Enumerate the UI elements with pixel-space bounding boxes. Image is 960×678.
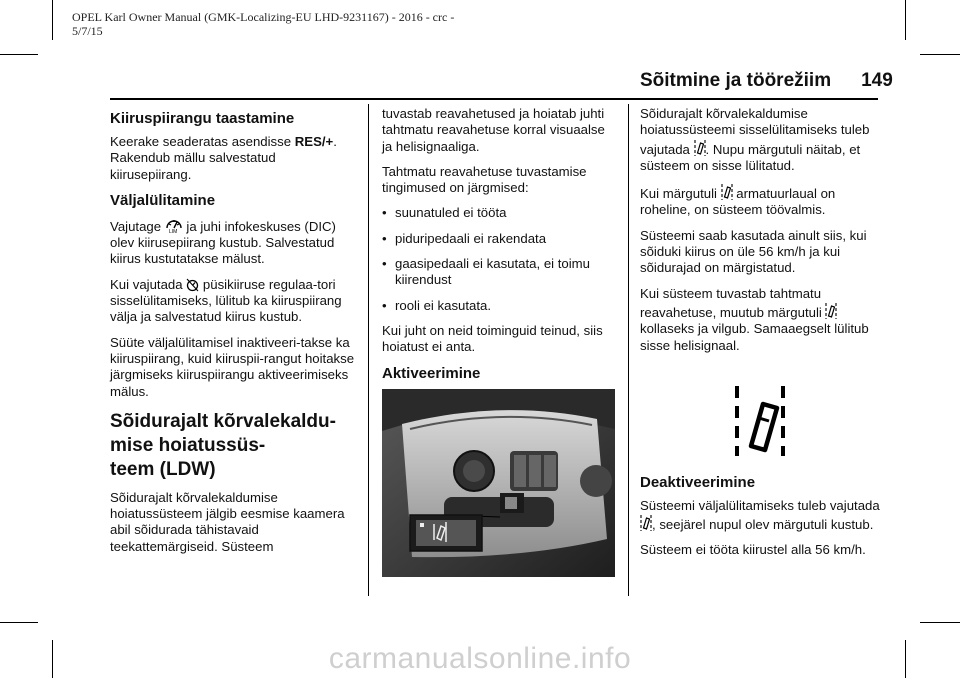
manual-header-line1: OPEL Karl Owner Manual (GMK-Localizing-EU LHD-9231167) - 2016 - crc - xyxy=(72,10,455,24)
paragraph-deact-2: Süsteem ei tööta kiirustel alla 56 km/h. xyxy=(640,542,866,558)
lane-departure-icon xyxy=(640,514,652,532)
heading-activation: Aktiveerimine xyxy=(382,364,481,382)
paragraph-ldw: Sõidurajalt kõrvalekaldumise hoiatussüsteem jälgib eesmise kaamera abil sõidurada tähistavaid teekattemärgiseid. Süsteem xyxy=(110,489,345,554)
manual-header-line2: 5/7/15 xyxy=(72,24,103,38)
column-2 xyxy=(382,106,617,577)
lane-departure-icon xyxy=(694,139,706,157)
manual-header xyxy=(72,10,532,38)
crop-mark xyxy=(905,0,906,40)
paragraph-conditions: Tahtmatu reavahetuse tuvastamise tingimused on järgmised: xyxy=(382,163,587,196)
crop-mark xyxy=(52,0,53,40)
page-number: 149 xyxy=(861,70,893,91)
paragraph-deact-1: Süsteemi väljalülitamiseks tuleb vajutada , seejärel nupul olev märgutuli kustub. xyxy=(640,497,880,533)
lane-departure-icon xyxy=(825,302,837,320)
paragraph-restore: Keerake seaderatas asendisse RES/+. Rakendub mällu salvestatud kiirusepiirang. xyxy=(110,134,337,182)
list-item: • gaasipedaali ei kasutata, ei toimu kiirendust xyxy=(382,256,617,289)
column-divider xyxy=(368,104,369,596)
lane-departure-icon xyxy=(733,386,787,456)
dashboard-photo xyxy=(382,389,615,577)
watermark: carmanualsonline.info xyxy=(328,642,632,675)
paragraph-off-1: Vajutage LIM ja juhi infokeskuses (DIC) olev kiirusepiirang kustub. Salvestatud kiirus kustutatakse mälust. xyxy=(110,216,360,268)
crop-mark xyxy=(920,54,960,55)
column-3 xyxy=(640,106,880,568)
paragraph-activate-1: Sõidurajalt kõrvalekaldumise hoiatussüsteemi sisselülitamiseks tuleb vajutada . Nupu märgutuli näitab, et süsteem on sisse lülitatud. xyxy=(640,106,870,173)
crop-mark xyxy=(0,54,38,55)
column-1 xyxy=(110,106,360,564)
paragraph-activate-3: Süsteemi saab kasutada ainult siis, kui sõiduki kiirus on üle 56 km/h ja kui sõidurajad on märgistatud. xyxy=(640,227,867,276)
section-title: Sõitmine ja töörežiim xyxy=(640,70,832,91)
list-item: • suunatuled ei tööta xyxy=(382,205,617,221)
paragraph-off-3: Süüte väljalülitamisel inaktiveeri-takse ka kiiruspiirang, kuid kiiruspii-rangut hoitakse järgmiseks kiiruspiirangu aktiveerimiseks mälus. xyxy=(110,334,355,399)
paragraph-continued: tuvastab reavahetused ja hoiatab juhti tahtmatu reavahetuse korral visuaalse ja helisignaaliga. xyxy=(382,106,605,154)
cruise-control-icon xyxy=(186,278,199,292)
crop-mark xyxy=(0,622,38,623)
heading-restore-limit: Kiiruspiirangu taastamine xyxy=(110,110,295,127)
svg-text:LIM: LIM xyxy=(168,228,178,234)
heading-deactivation: Deaktiveerimine xyxy=(640,473,756,491)
heading-switch-off: Väljalülitamine xyxy=(110,191,216,209)
paragraph-activate-2: Kui märgutuli armatuurlaual on roheline, on süsteem töövalmis. xyxy=(640,183,880,219)
speed-limiter-icon xyxy=(165,216,183,234)
header-rule xyxy=(110,98,878,100)
section-header xyxy=(640,70,893,92)
paragraph-no-warning: Kui juht on neid toiminguid teinud, siis hoiatust ei anta. xyxy=(382,322,603,355)
paragraph-off-2: Kui vajutada püsikiiruse regulaa-tori sisselülitamiseks, lülitub ka kiiruspiirang välja ja salvestatud kiirus kustub. xyxy=(110,276,342,325)
crop-mark xyxy=(920,622,960,623)
conditions-list xyxy=(382,205,617,313)
lane-departure-icon xyxy=(721,183,733,201)
list-item: • piduripedaali ei rakendata xyxy=(382,231,617,247)
list-item: • rooli ei kasutata. xyxy=(382,298,617,314)
heading-ldw: Sõidurajalt kõrvalekaldu- mise hoiatussüs- teem (LDW) xyxy=(110,410,336,480)
column-divider xyxy=(628,104,629,596)
paragraph-activate-4: Kui süsteem tuvastab tahtmatu reavahetuse, muutub märgutuli kollaseks ja vilgub. Samaaegselt lülitub sisse helisignaal. xyxy=(640,285,869,353)
